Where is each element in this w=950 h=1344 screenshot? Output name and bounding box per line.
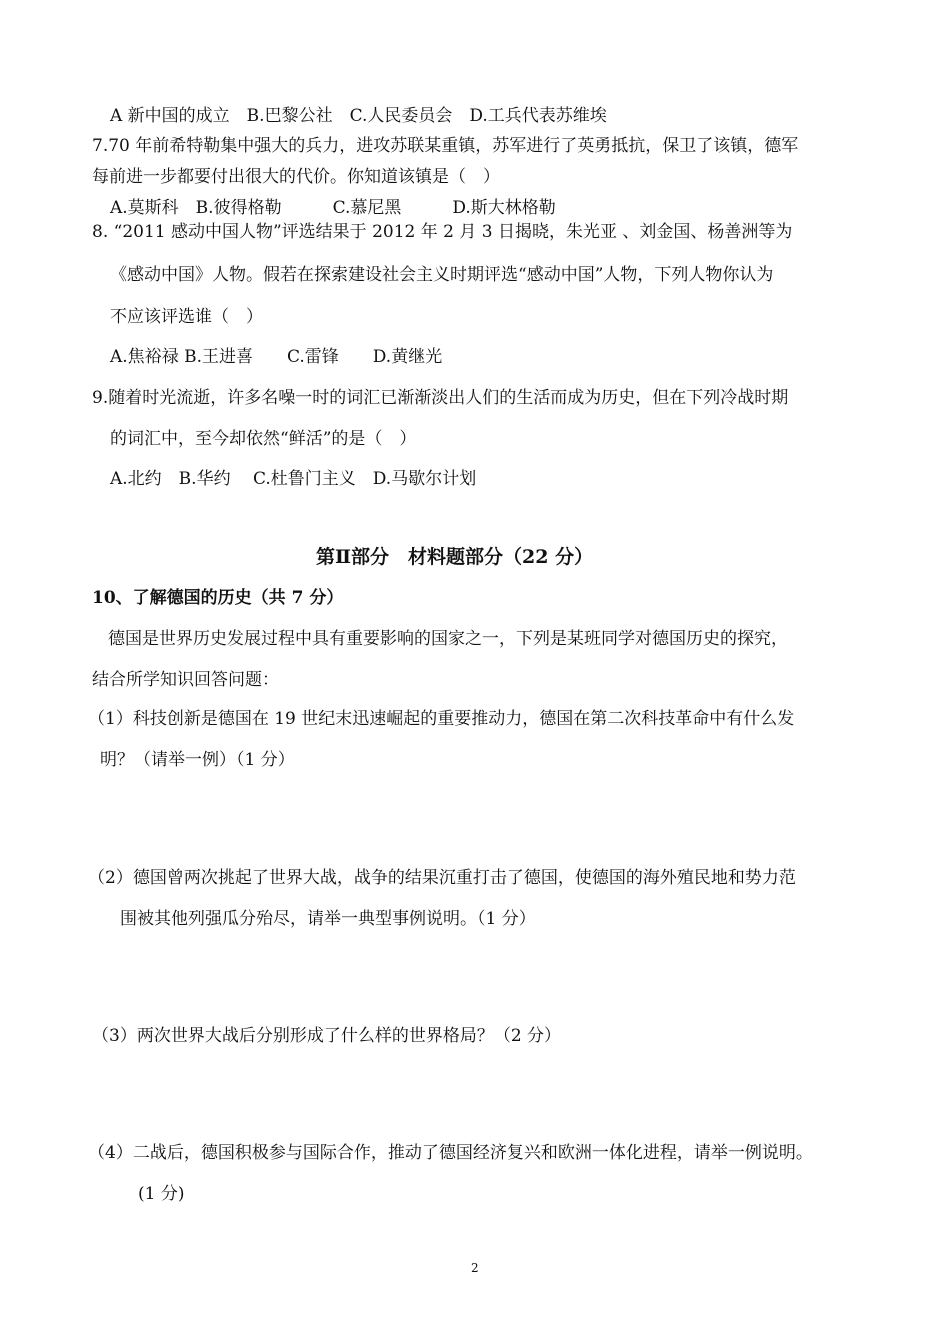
q10-sub4-line2: (1 分) [138,1184,185,1204]
part2-title: 第Ⅱ部分 材料题部分（22 分） [316,546,594,568]
q10-sub4-line1: （4）二战后，德国积极参与国际合作，推动了德国经济复兴和欧洲一体化进程，请举一例说明。 [88,1143,813,1163]
page-number: 2 [471,1261,479,1275]
q7-stem-line1: 7.70 年前希特勒集中强大的兵力，进攻苏联某重镇，苏军进行了英勇抵抗，保卫了该镇，德军 [92,136,799,156]
q10-intro-line2: 结合所学知识回答问题： [92,670,279,690]
q7-stem-line2: 每前进一步都要付出很大的代价。你知道该镇是（ ） [92,167,500,187]
q8-stem-line1: 8. “2011 感动中国人物”评选结果于 2012 年 2 月 3 日揭晓，朱光亚 、刘金国、杨善洲等为 [92,222,793,242]
q9-stem-line1: 9.随着时光流逝，许多名噪一时的词汇已渐渐淡出人们的生活而成为历史，但在下列冷战时期 [92,388,789,408]
q10-sub1-line1: （1）科技创新是德国在 19 世纪末迅速崛起的重要推动力，德国在第二次科技革命中有什么发 [88,709,795,729]
q8-options: A.焦裕禄 B.王进喜 C.雷锋 D.黄继光 [110,347,443,367]
q7-options: A.莫斯科 B.彼得格勒 C.慕尼黑 D.斯大林格勒 [110,198,556,218]
q8-stem-line2: 《感动中国》人物。假若在探索建设社会主义时期评选“感动中国”人物，下列人物你认为 [110,265,774,285]
q6-options: A 新中国的成立 B.巴黎公社 C.人民委员会 D.工兵代表苏维埃 [110,106,607,126]
q10-intro-line1: 德国是世界历史发展过程中具有重要影响的国家之一，下列是某班同学对德国历史的探究， [108,629,788,649]
q9-options: A.北约 B.华约 C.杜鲁门主义 D.马歇尔计划 [110,469,477,489]
q10-sub3-line1: （3）两次世界大战后分别形成了什么样的世界格局？（2 分） [92,1026,562,1046]
q10-sub2-line2: 围被其他列强瓜分殆尽，请举一典型事例说明。（1 分） [120,909,536,929]
q10-heading: 10、了解德国的历史（共 7 分） [92,588,344,608]
q9-stem-line2: 的词汇中，至今却依然“鲜活”的是（ ） [110,429,417,449]
q8-stem-line3: 不应该评选谁（ ） [110,307,263,327]
q10-sub2-line1: （2）德国曾两次挑起了世界大战，战争的结果沉重打击了德国，使德国的海外殖民地和势力范 [88,868,796,888]
q10-sub1-line2: 明？（请举一例）（1 分） [100,750,295,770]
